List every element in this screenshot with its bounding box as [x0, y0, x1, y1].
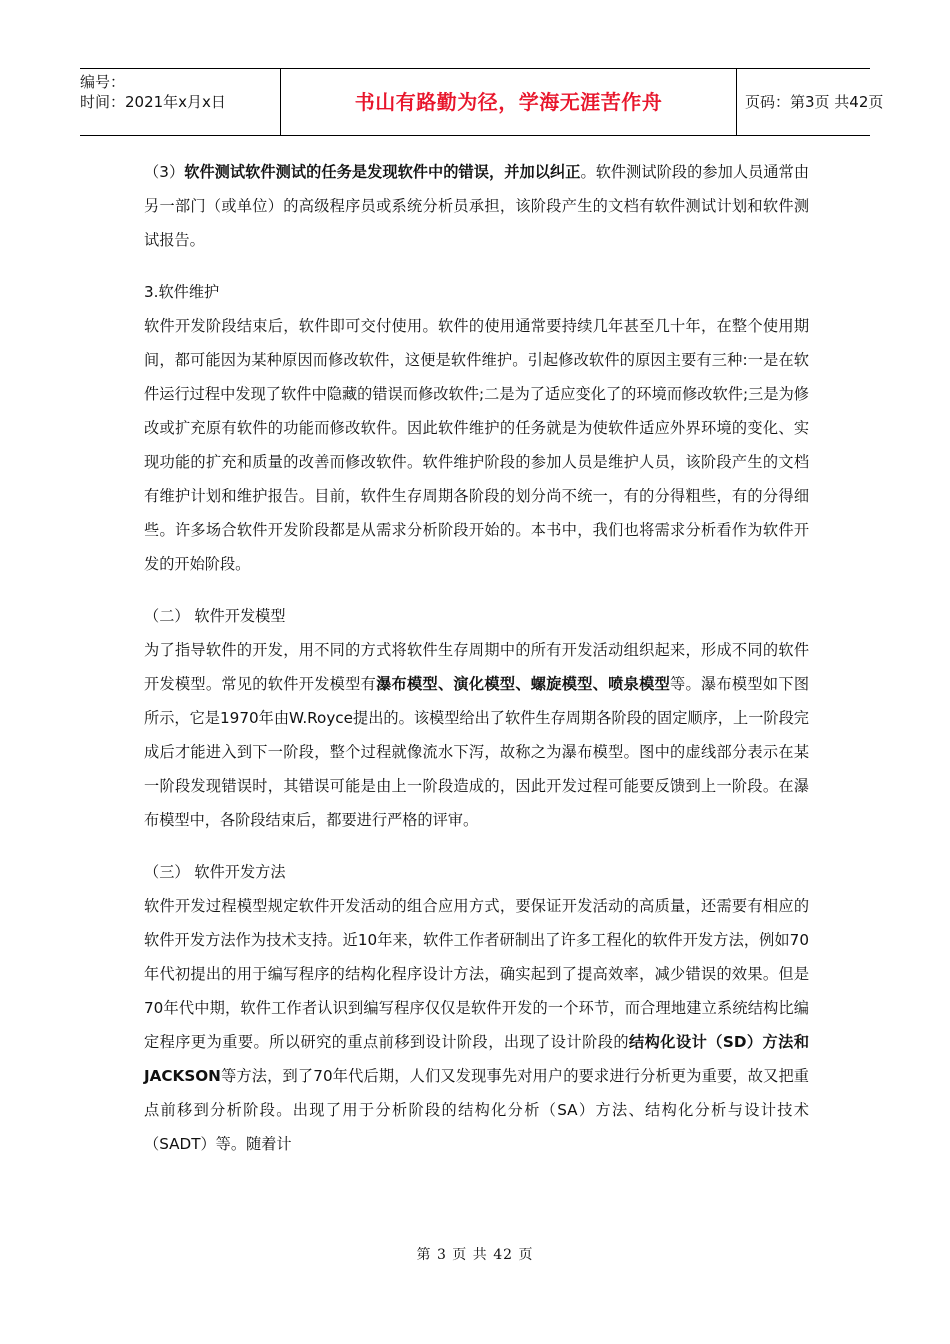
- maintenance-paragraph: 软件开发阶段结束后，软件即可交付使用。软件的使用通常要持续几年甚至几十年，在整个使用期间，都可能因为某种原因而修改软件，这便是软件维护。引起修改软件的原因主要有三种:一是在软件运行过程中发现了软件中隐藏的错误而修改软件;二是为了适应变化了的环境而修改软件;三是为修改或扩充原有软件的功能而修改软件。因此软件维护的任务就是为使软件适应外界环境的变化、实现功能的扩充和质量的改善而修改软件。软件维护阶段的参加人员是维护人员，该阶段产生的文档有维护计划和维护报告。目前，软件生存周期各阶段的划分尚不统一，有的分得粗些，有的分得细些。许多场合软件开发阶段都是从需求分析阶段开始的。本书中，我们也将需求分析看作为软件开发的开始阶段。: [144, 317, 809, 573]
- methods-bold-text: 结构化设计（SD）方法和JACKSON: [144, 1033, 810, 1085]
- models-heading: （二） 软件开发模型: [144, 607, 286, 625]
- models-body-start: 为了指导软件的开发，用不同的方式将软件生存周期中的所有开发活动组织起来，形成不同的软件开发模型。常见的软件开发模型有: [144, 641, 809, 693]
- page-footer: 第 3 页 共 42 页: [416, 1247, 534, 1263]
- methods-heading: （三） 软件开发方法: [144, 863, 286, 881]
- document-number-label: 编号：: [80, 73, 126, 91]
- models-paragraph: [144, 633, 809, 837]
- testing-prefix: （3）: [144, 163, 185, 181]
- header-motto: 书山有路勤为径，学海无涯苦作舟: [281, 69, 737, 135]
- methods-body-end: 等方法，到了70年代后期，人们又发现事先对用户的要求进行分析更为重要，故又把重点前移到分析阶段。出现了用于分析阶段的结构化分析（SA）方法、结构化分析与设计技术（SADT）等。随着计: [144, 1067, 809, 1153]
- maintenance-heading: 3.软件维护: [144, 283, 220, 301]
- models-bold-list: 瀑布模型、演化模型、螺旋模型、喷泉模型: [376, 675, 671, 693]
- document-date: 时间：2021年x月x日: [80, 93, 226, 111]
- testing-rest: 。软件测试阶段的参加人员通常由另一部门（或单位）的高级程序员或系统分析员承担，该阶段产生的文档有软件测试计划和软件测试报告。: [144, 163, 810, 249]
- testing-bold-text: 软件测试软件测试的任务是发现软件中的错误，并加以纠正: [184, 163, 581, 181]
- header-page-number: 页码：第3页 共42页: [745, 93, 884, 111]
- methods-body-start: 软件开发过程模型规定软件开发活动的组合应用方式，要保证开发活动的高质量，还需要有相应的软件开发方法作为技术支持。近10年来，软件工作者研制出了许多工程化的软件开发方法，例如70年代初提出的用于编写程序的结构化程序设计方法，确实起到了提高效率，减少错误的效果。但是70年代中期，软件工作者认识到编写程序仅仅是软件开发的一个环节，而合理地建立系统结构比编定程序更为重要。所以研究的重点前移到设计阶段，出现了设计阶段的: [144, 897, 809, 1051]
- header-meta: [80, 69, 281, 135]
- models-body-end: 等。瀑布模型如下图所示，它是1970年由W.Royce提出的。该模型给出了软件生存周期各阶段的固定顺序，上一阶段完成后才能进入到下一阶段，整个过程就像流水下泻，故称之为瀑布模型。图中的虚线部分表示在某一阶段发现错误时，其错误可能是由上一阶段造成的，因此开发过程可能要反馈到上一阶段。在瀑布模型中，各阶段结束后，都要进行严格的评审。: [144, 675, 810, 829]
- document-body: [144, 155, 809, 1161]
- testing-paragraph: [144, 155, 809, 257]
- page-header: [80, 68, 884, 136]
- methods-paragraph: [144, 889, 809, 1161]
